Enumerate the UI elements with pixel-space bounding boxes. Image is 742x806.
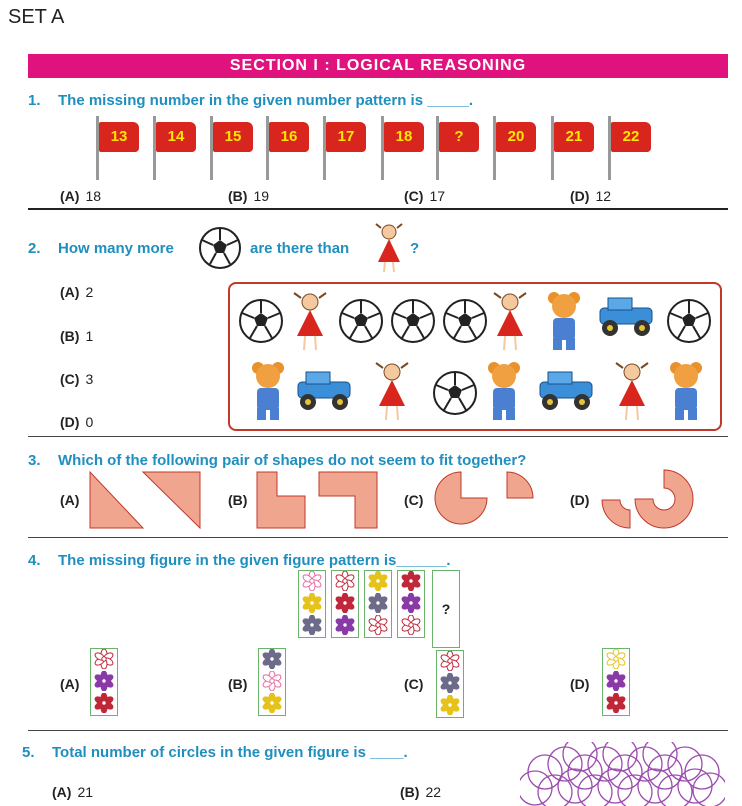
q2-text-a: How many more	[58, 240, 174, 257]
doll-icon	[372, 360, 412, 427]
flower-icon	[259, 671, 285, 693]
doll-icon	[612, 360, 652, 427]
flag-number: ?	[439, 122, 479, 152]
flag	[436, 116, 480, 160]
circle-shape	[693, 773, 725, 806]
q2-option[interactable]: (B) 1	[60, 328, 94, 344]
flag-number: 17	[326, 122, 366, 152]
q1-option[interactable]: (C) 17	[404, 188, 446, 204]
q2-option[interactable]: (D) 0	[60, 414, 94, 430]
q3-option-c[interactable]: (C)	[404, 492, 424, 508]
divider	[28, 537, 728, 538]
flower-icon	[299, 615, 325, 637]
ball-icon	[442, 298, 488, 349]
shape-pair-a	[88, 470, 203, 530]
flag	[551, 116, 595, 160]
flower-icon	[91, 693, 117, 715]
flag	[323, 116, 367, 160]
q1-option[interactable]: (A) 18	[60, 188, 102, 204]
flower-icon	[365, 615, 391, 637]
q2-option[interactable]: (A) 2	[60, 284, 94, 300]
q2-text-b: are there than	[250, 240, 350, 257]
flower-icon	[365, 593, 391, 615]
flower-icon	[437, 695, 463, 717]
car-icon	[534, 368, 598, 419]
flag	[153, 116, 197, 160]
car-icon	[292, 368, 356, 419]
shape-pair-d	[598, 466, 698, 530]
section-banner: SECTION I : LOGICAL REASONING	[28, 54, 728, 78]
q2-option[interactable]: (C) 3	[60, 371, 94, 387]
q5-text: Total number of circles in the given figure is ____.	[52, 744, 408, 761]
flag-number: 21	[554, 122, 594, 152]
flower-icon	[437, 651, 463, 673]
doll-icon	[490, 290, 530, 357]
ball-icon	[338, 298, 384, 349]
flower-icon	[332, 571, 358, 593]
shape-pair-c	[433, 470, 538, 528]
q1-option[interactable]: (B) 19	[228, 188, 270, 204]
q4-option[interactable]: (C)	[404, 676, 424, 692]
option-strip	[258, 648, 286, 716]
q1-text: The missing number in the given number pattern is _____.	[58, 92, 474, 109]
flag	[266, 116, 310, 160]
bear-icon	[666, 360, 706, 427]
q4-text: The missing figure in the given figure pattern is______.	[58, 552, 451, 569]
q3-text: Which of the following pair of shapes do not seem to fit together?	[58, 452, 527, 469]
flag	[608, 116, 652, 160]
flower-icon	[259, 693, 285, 715]
flower-icon	[91, 649, 117, 671]
flag-number: 20	[496, 122, 536, 152]
ball-icon	[390, 298, 436, 349]
flag	[96, 116, 140, 160]
circle-shape	[548, 747, 582, 781]
bear-icon	[484, 360, 524, 427]
option-strip	[436, 650, 464, 718]
divider	[28, 436, 728, 437]
q1-number: 1.	[28, 92, 41, 109]
figure-strip	[364, 570, 392, 638]
ball-icon	[666, 298, 712, 349]
flag-number: 22	[611, 122, 651, 152]
car-icon	[594, 294, 658, 345]
flag-number: 13	[99, 122, 139, 152]
circle-shape	[528, 755, 562, 789]
flag	[381, 116, 425, 160]
flag	[210, 116, 254, 160]
circles-figure	[520, 742, 725, 806]
flower-icon	[398, 571, 424, 593]
ball-icon	[198, 226, 242, 270]
doll-icon	[290, 290, 330, 357]
flag	[493, 116, 537, 160]
q3-option-a[interactable]: (A)	[60, 492, 80, 508]
q2-number: 2.	[28, 240, 41, 257]
q2-text-c: ?	[410, 240, 420, 257]
flower-icon	[299, 571, 325, 593]
flower-icon	[259, 649, 285, 671]
q5-option-a[interactable]: (A) 21	[52, 784, 94, 800]
flag-number: 18	[384, 122, 424, 152]
q5-option-b[interactable]: (B) 22	[400, 784, 442, 800]
bear-icon	[544, 290, 584, 357]
figure-strip	[298, 570, 326, 638]
flower-icon	[603, 671, 629, 693]
option-strip	[90, 648, 118, 716]
flag-number: 15	[213, 122, 253, 152]
option-strip	[602, 648, 630, 716]
flower-icon	[437, 673, 463, 695]
q5-number: 5.	[22, 744, 35, 761]
picture-box	[228, 282, 722, 431]
q4-option[interactable]: (A)	[60, 676, 80, 692]
flower-icon	[365, 571, 391, 593]
q4-number: 4.	[28, 552, 41, 569]
q3-option-b[interactable]: (B)	[228, 492, 248, 508]
flag-number: 14	[156, 122, 196, 152]
divider	[28, 730, 728, 731]
flower-icon	[332, 615, 358, 637]
missing-mark: ?	[441, 601, 451, 617]
flower-icon	[398, 615, 424, 637]
missing-figure-box	[432, 570, 460, 648]
q1-option[interactable]: (D) 12	[570, 188, 612, 204]
ball-icon	[238, 298, 284, 349]
q3-option-d[interactable]: (D)	[570, 492, 590, 508]
flower-icon	[332, 593, 358, 615]
flower-icon	[603, 693, 629, 715]
q4-option[interactable]: (D)	[570, 676, 590, 692]
figure-strip	[331, 570, 359, 638]
flower-icon	[603, 649, 629, 671]
shape-pair-b	[255, 470, 380, 530]
q4-option[interactable]: (B)	[228, 676, 248, 692]
ball-icon	[432, 370, 478, 421]
set-label: SET A	[8, 6, 65, 28]
divider	[28, 208, 728, 210]
q3-number: 3.	[28, 452, 41, 469]
figure-strip	[397, 570, 425, 638]
flower-icon	[398, 593, 424, 615]
doll-icon	[372, 222, 406, 274]
bear-icon	[248, 360, 288, 427]
circle-shape	[520, 771, 552, 805]
flag-number: 16	[269, 122, 309, 152]
flower-icon	[299, 593, 325, 615]
flower-icon	[91, 671, 117, 693]
